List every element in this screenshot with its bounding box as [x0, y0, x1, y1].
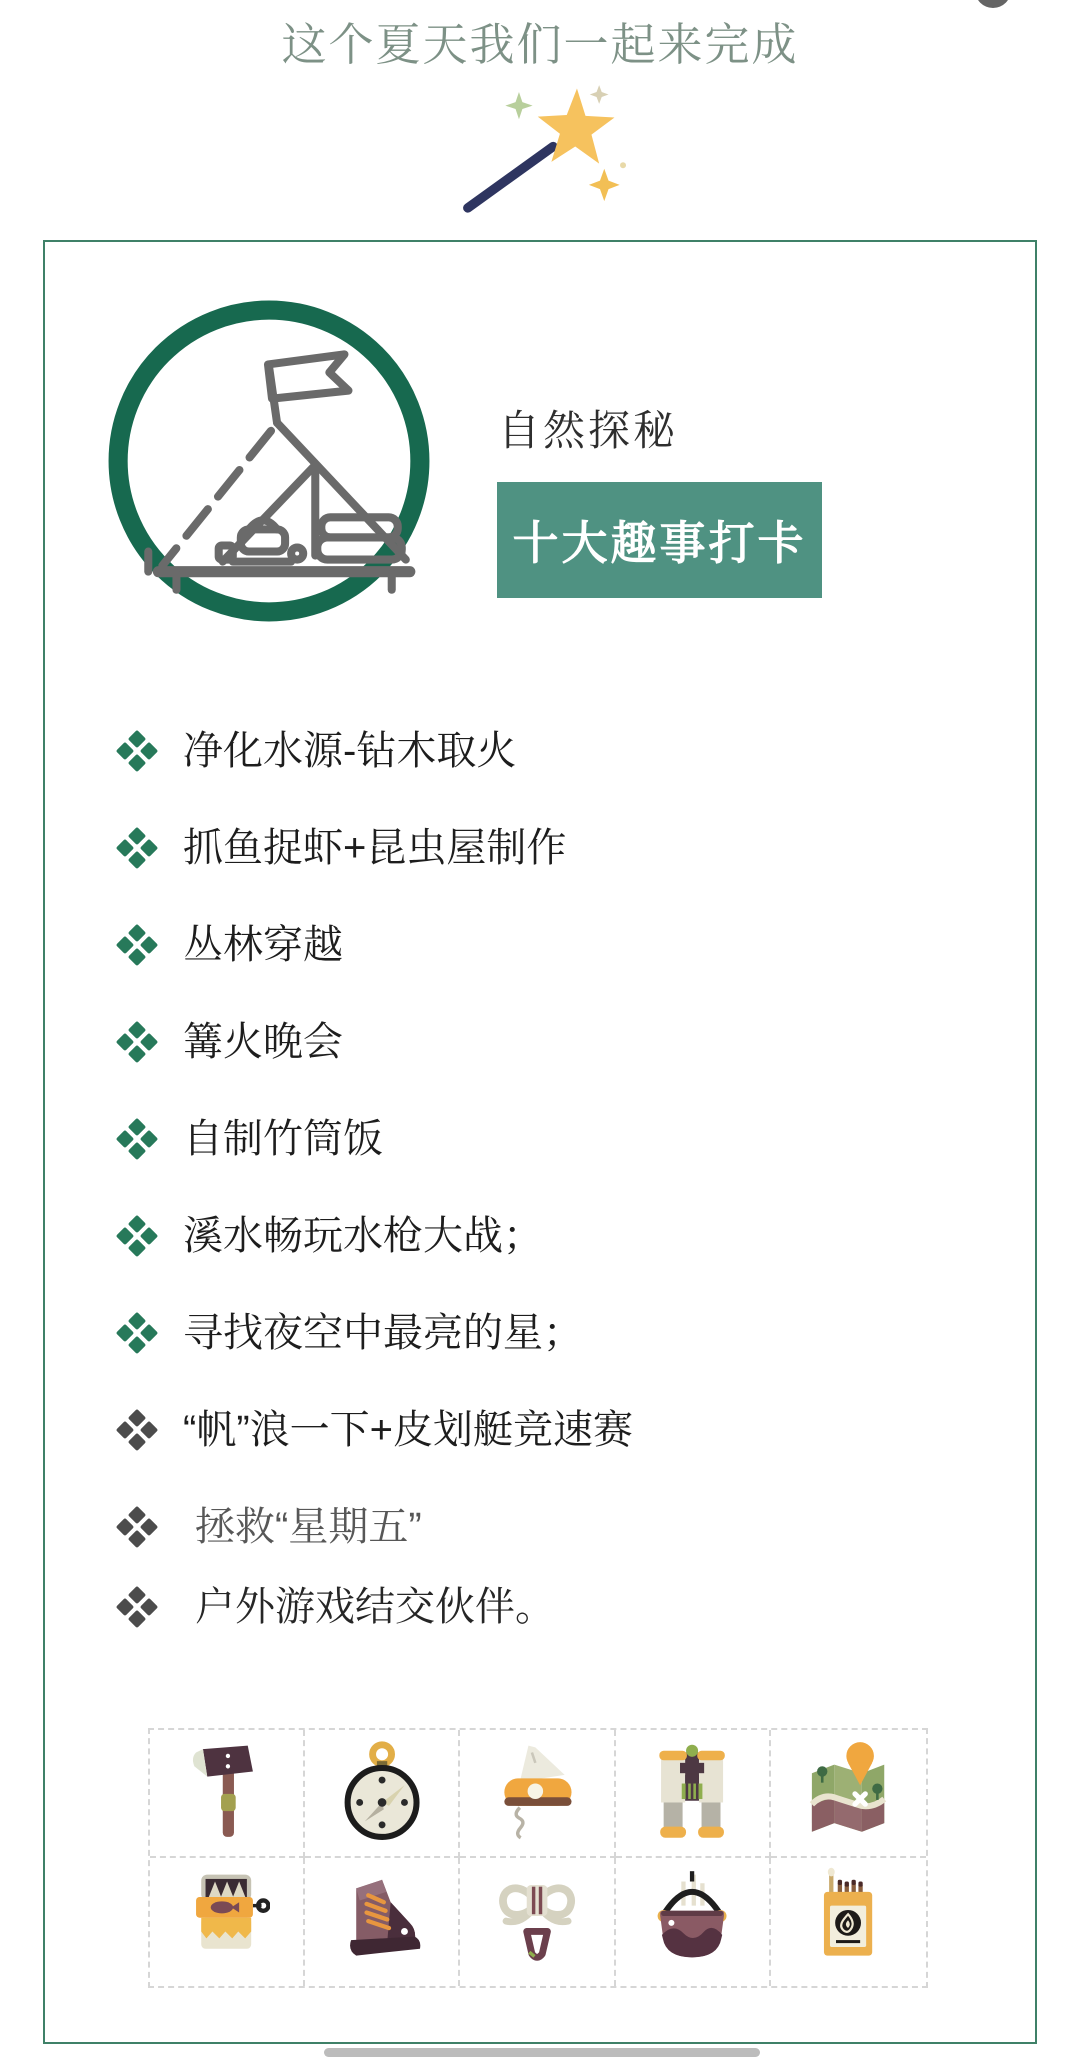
activity-item: [115, 1310, 975, 1356]
diamond-bullet-icon: [115, 826, 159, 870]
activity-text: 篝火晚会: [183, 1020, 343, 1064]
activity-item: [115, 1116, 975, 1162]
activity-item: [115, 1504, 975, 1550]
equipment-cell-binoculars: [616, 1730, 771, 1858]
equipment-cell-camping-pot: [616, 1858, 771, 1986]
diamond-bullet-icon: [115, 1311, 159, 1355]
activity-text: 户外游戏结交伙伴。: [195, 1585, 555, 1629]
activity-item: [115, 728, 975, 774]
diamond-bullet-icon: [115, 1117, 159, 1161]
tent-circle-icon: [100, 292, 438, 630]
equipment-cell-map: [771, 1730, 926, 1858]
equipment-cell-matchbox: [771, 1858, 926, 1986]
activity-item: [115, 1407, 975, 1453]
binoculars-icon: [649, 1737, 735, 1849]
activity-text: 溪水畅玩水枪大战；: [183, 1214, 543, 1258]
activity-text: 抓鱼捉虾+昆虫屋制作: [183, 826, 567, 870]
activity-item: [115, 1584, 975, 1630]
canned-fish-icon: [184, 1866, 270, 1978]
activity-text: 寻找夜空中最亮的星；: [183, 1311, 583, 1355]
diamond-bullet-icon: [115, 1020, 159, 1064]
diamond-bullet-icon: [115, 729, 159, 773]
equipment-grid: [148, 1728, 928, 1988]
hiking-boot-icon: [339, 1866, 425, 1978]
activity-item: [115, 1213, 975, 1259]
rope-icon: [494, 1866, 580, 1978]
map-icon: [805, 1737, 891, 1849]
diamond-bullet-icon: [115, 1585, 159, 1629]
magic-wand-icon: [452, 80, 632, 225]
camping-pot-icon: [649, 1866, 735, 1978]
equipment-cell-compass: [305, 1730, 460, 1858]
diamond-bullet-icon: [115, 1408, 159, 1452]
diamond-bullet-icon: [115, 1214, 159, 1258]
activity-text: “帆”浪一下+皮划艇竞速赛: [183, 1408, 633, 1452]
axe-icon: [184, 1737, 270, 1849]
pocket-knife-icon: [494, 1737, 580, 1849]
floating-button-partial[interactable]: [975, 0, 1011, 8]
activity-text: 自制竹筒饭: [183, 1117, 383, 1161]
activity-text: 拯救“星期五”: [195, 1505, 422, 1549]
diamond-bullet-icon: [115, 1505, 159, 1549]
activity-text: 净化水源-钻木取火: [183, 729, 517, 773]
activity-text: 丛林穿越: [183, 923, 343, 967]
category-title: 自然探秘: [498, 407, 679, 454]
equipment-cell-pocket-knife: [460, 1730, 615, 1858]
activity-card: [43, 240, 1037, 2044]
activity-list: [115, 728, 975, 1630]
activity-item: [115, 825, 975, 871]
activity-item: [115, 1019, 975, 1065]
equipment-cell-hiking-boot: [305, 1858, 460, 1986]
badge-ten-fun-things: 十大趣事打卡: [497, 482, 822, 598]
matchbox-icon: [805, 1866, 891, 1978]
scrollbar-thumb[interactable]: [324, 2048, 760, 2057]
diamond-bullet-icon: [115, 923, 159, 967]
equipment-cell-rope: [460, 1858, 615, 1986]
equipment-cell-canned-fish: [150, 1858, 305, 1986]
equipment-cell-axe: [150, 1730, 305, 1858]
compass-icon: [339, 1737, 425, 1849]
page-title: 这个夏天我们一起来完成: [281, 19, 799, 70]
activity-item: [115, 922, 975, 968]
